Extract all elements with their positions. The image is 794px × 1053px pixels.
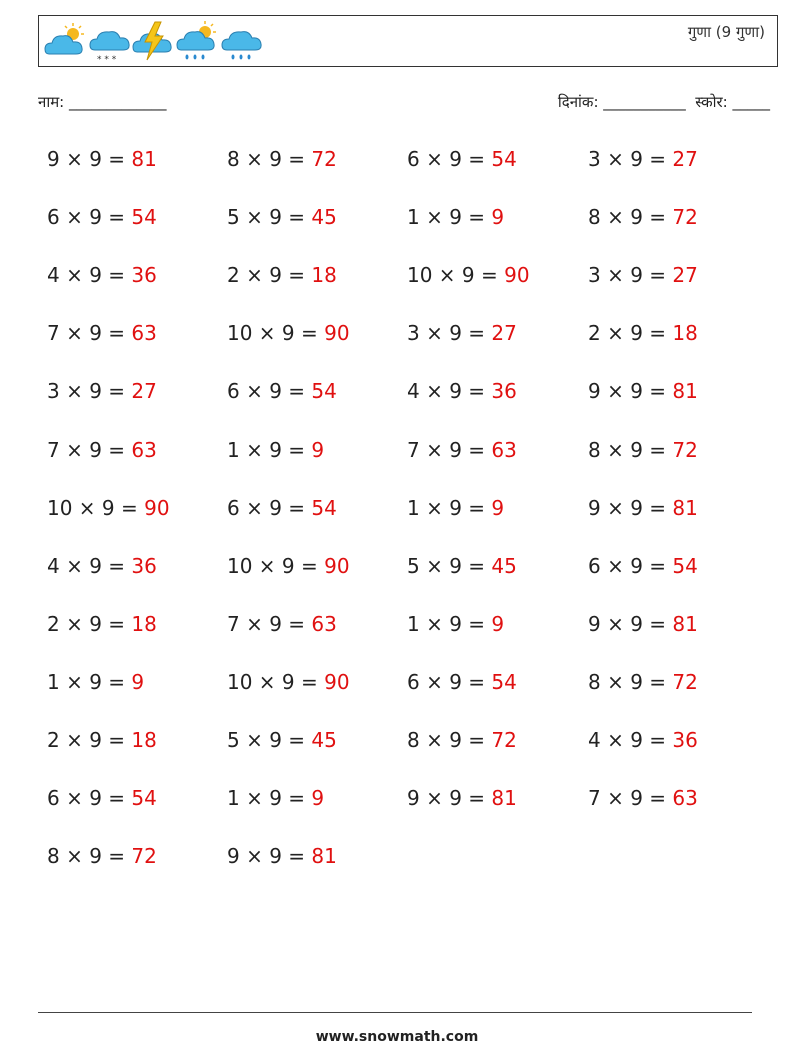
problem-question: 2 × 9 = <box>227 263 312 288</box>
problem-answer: 54 <box>131 786 157 811</box>
name-field: नाम: _____________ <box>38 93 167 111</box>
problem-answer: 90 <box>324 669 350 694</box>
problem-question: 7 × 9 = <box>227 611 312 636</box>
problem-answer: 54 <box>311 495 337 520</box>
problem-item <box>227 379 337 403</box>
problem-item <box>407 321 517 345</box>
cloud-sun-rain-icon <box>175 20 221 64</box>
worksheet-title: गुणा (9 गुणा) <box>687 23 765 41</box>
problem-answer: 54 <box>491 147 517 171</box>
problem-answer: 81 <box>672 379 698 404</box>
problem-answer: 9 <box>491 205 505 230</box>
problem-item <box>227 205 337 229</box>
problem-question: 1 × 9 = <box>227 437 312 462</box>
problem-question: 9 × 9 = <box>588 379 673 404</box>
problem-answer: 9 <box>311 786 325 811</box>
problem-item <box>588 670 698 694</box>
problem-question: 6 × 9 = <box>227 379 312 404</box>
problem-question: 1 × 9 = <box>47 669 132 694</box>
problem-item <box>588 496 698 520</box>
problem-item <box>588 263 698 287</box>
problem-question: 6 × 9 = <box>227 495 312 520</box>
problem-question: 10 × 9 = <box>407 263 505 288</box>
problem-answer: 81 <box>672 611 698 636</box>
problem-answer: 63 <box>131 437 157 462</box>
problem-item <box>227 263 337 287</box>
problem-item <box>227 612 337 636</box>
problem-question: 4 × 9 = <box>588 728 673 752</box>
problem-answer: 9 <box>131 669 145 694</box>
problem-question: 9 × 9 = <box>47 147 132 171</box>
problem-question: 2 × 9 = <box>47 728 132 752</box>
problem-item <box>407 438 517 462</box>
problem-question: 9 × 9 = <box>588 495 673 520</box>
problem-answer: 63 <box>491 437 517 462</box>
footer-divider <box>38 1012 752 1013</box>
problem-item <box>588 379 698 403</box>
problem-item <box>47 670 144 694</box>
problem-question: 9 × 9 = <box>227 844 312 869</box>
problem-answer: 36 <box>131 553 157 578</box>
problem-question: 2 × 9 = <box>588 321 673 346</box>
problem-answer: 54 <box>131 205 157 230</box>
problem-question: 3 × 9 = <box>588 263 673 288</box>
cloud-lightning-icon <box>131 20 177 64</box>
problem-question: 1 × 9 = <box>407 611 492 636</box>
header-box <box>38 15 778 67</box>
problem-item <box>47 844 157 868</box>
problem-answer: 90 <box>324 321 350 346</box>
problem-item <box>588 728 698 752</box>
problem-item <box>407 554 517 578</box>
problem-answer: 45 <box>311 205 337 230</box>
problem-item <box>407 496 504 520</box>
problem-item <box>227 496 337 520</box>
problem-question: 2 × 9 = <box>47 611 132 636</box>
problem-item <box>407 670 517 694</box>
problem-question: 5 × 9 = <box>407 553 492 578</box>
problem-item <box>407 205 504 229</box>
problem-item <box>407 728 517 752</box>
problem-question: 8 × 9 = <box>588 437 673 462</box>
problem-question: 4 × 9 = <box>407 379 492 404</box>
problem-question: 10 × 9 = <box>227 669 325 694</box>
problem-item <box>588 205 698 229</box>
problem-answer: 90 <box>324 553 350 578</box>
problem-item <box>588 786 698 810</box>
problem-answer: 81 <box>491 786 517 811</box>
problem-item <box>47 263 157 287</box>
problem-answer: 63 <box>672 786 698 811</box>
problem-question: 3 × 9 = <box>588 147 673 171</box>
problem-question: 10 × 9 = <box>47 495 145 520</box>
problem-item <box>407 379 517 403</box>
problem-item <box>588 554 698 578</box>
problem-answer: 27 <box>491 321 517 346</box>
problem-question: 3 × 9 = <box>47 379 132 404</box>
problem-item <box>47 147 157 171</box>
problem-item <box>47 786 157 810</box>
problem-question: 3 × 9 = <box>407 321 492 346</box>
problem-item <box>407 263 530 287</box>
problem-answer: 54 <box>311 379 337 404</box>
problem-item <box>47 321 157 345</box>
problem-item <box>47 496 170 520</box>
problem-answer: 54 <box>672 553 698 578</box>
problem-answer: 72 <box>131 844 157 869</box>
problem-item <box>47 728 157 752</box>
problem-answer: 9 <box>311 437 325 462</box>
problem-question: 10 × 9 = <box>227 321 325 346</box>
problem-answer: 9 <box>491 495 505 520</box>
problem-item <box>227 844 337 868</box>
problem-answer: 45 <box>311 728 337 752</box>
problem-answer: 63 <box>311 611 337 636</box>
problem-answer: 81 <box>131 147 157 171</box>
problem-item <box>47 554 157 578</box>
problem-answer: 18 <box>311 263 337 288</box>
problem-item <box>588 147 698 171</box>
problem-answer: 72 <box>672 205 698 230</box>
problem-question: 8 × 9 = <box>407 728 492 752</box>
problem-item <box>227 321 350 345</box>
problem-question: 7 × 9 = <box>47 321 132 346</box>
date-score-field: दिनांक: ___________ स्कोर: _____ <box>557 93 770 111</box>
problem-item <box>588 438 698 462</box>
problem-question: 9 × 9 = <box>407 786 492 811</box>
svg-text:* * *: * * * <box>97 55 117 64</box>
problem-item <box>407 147 517 171</box>
problem-question: 6 × 9 = <box>47 786 132 811</box>
cloud-sun-icon <box>43 20 89 64</box>
problem-item <box>47 379 157 403</box>
problem-question: 6 × 9 = <box>47 205 132 230</box>
problem-answer: 63 <box>131 321 157 346</box>
problem-answer: 27 <box>672 147 698 171</box>
problem-item <box>227 728 337 752</box>
problem-question: 1 × 9 = <box>407 205 492 230</box>
problem-answer: 90 <box>504 263 530 288</box>
problem-question: 4 × 9 = <box>47 553 132 578</box>
problem-answer: 18 <box>672 321 698 346</box>
problem-answer: 90 <box>144 495 170 520</box>
weather-icons <box>43 20 263 64</box>
problem-question: 5 × 9 = <box>227 728 312 752</box>
cloud-snow-icon <box>87 20 133 64</box>
problem-answer: 36 <box>491 379 517 404</box>
problem-item <box>588 612 698 636</box>
problem-item <box>588 321 698 345</box>
problem-answer: 27 <box>131 379 157 404</box>
problem-answer: 54 <box>491 669 517 694</box>
problem-question: 8 × 9 = <box>588 205 673 230</box>
problem-question: 6 × 9 = <box>407 669 492 694</box>
problem-item <box>227 786 324 810</box>
problem-item <box>47 438 157 462</box>
cloud-rain-icon <box>219 20 265 64</box>
problem-answer: 36 <box>131 263 157 288</box>
problem-answer: 81 <box>672 495 698 520</box>
problem-item <box>227 670 350 694</box>
problem-question: 1 × 9 = <box>227 786 312 811</box>
problem-question: 8 × 9 = <box>588 669 673 694</box>
problem-item <box>227 554 350 578</box>
problem-question: 9 × 9 = <box>588 611 673 636</box>
problem-question: 7 × 9 = <box>407 437 492 462</box>
problem-question: 6 × 9 = <box>588 553 673 578</box>
problem-item <box>407 786 517 810</box>
problem-answer: 27 <box>672 263 698 288</box>
problem-question: 8 × 9 = <box>47 844 132 869</box>
problem-item <box>227 147 337 171</box>
problem-answer: 18 <box>131 728 157 752</box>
problem-question: 5 × 9 = <box>227 205 312 230</box>
problem-answer: 72 <box>672 437 698 462</box>
problem-answer: 81 <box>311 844 337 869</box>
problem-answer: 72 <box>672 669 698 694</box>
problem-question: 6 × 9 = <box>407 147 492 171</box>
problem-question: 7 × 9 = <box>47 437 132 462</box>
problem-question: 10 × 9 = <box>227 553 325 578</box>
problem-answer: 72 <box>311 147 337 171</box>
footer-url: www.snowmath.com <box>315 1029 479 1045</box>
problem-answer: 36 <box>672 728 698 752</box>
problem-item <box>47 612 157 636</box>
problem-question: 7 × 9 = <box>588 786 673 811</box>
problem-item <box>227 438 324 462</box>
problem-answer: 9 <box>491 611 505 636</box>
problem-question: 1 × 9 = <box>407 495 492 520</box>
problem-item <box>407 612 504 636</box>
problem-answer: 18 <box>131 611 157 636</box>
problem-answer: 72 <box>491 728 517 752</box>
problem-answer: 45 <box>491 553 517 578</box>
problem-question: 8 × 9 = <box>227 147 312 171</box>
problem-item <box>47 205 157 229</box>
problem-question: 4 × 9 = <box>47 263 132 288</box>
